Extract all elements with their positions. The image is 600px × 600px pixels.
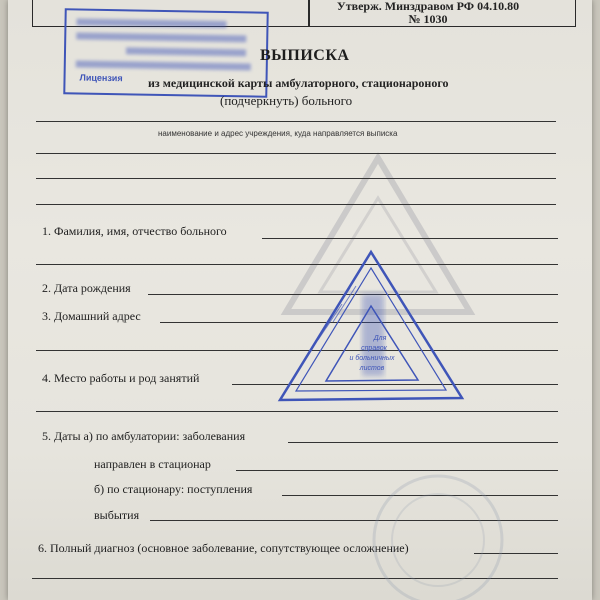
stamp-blurred-line [76, 60, 251, 70]
field-workplace-line-2[interactable] [36, 411, 558, 412]
document-paper [8, 0, 592, 600]
field-birth-date-label: 2. Дата рождения [42, 281, 131, 295]
institution-caption: наименование и адрес учреждения, куда направляется выписка [158, 129, 398, 138]
document-subtitle: из медицинской карты амбулаторного, стационароного [148, 76, 449, 90]
institution-line [36, 178, 556, 179]
triangle-stamp-text: и больничных [349, 355, 395, 362]
stamp-blurred-line [76, 32, 246, 42]
approval-line-1: Утверж. Минздравом РФ 04.10.80 [336, 0, 520, 13]
field-discharge-label: выбытия [94, 508, 140, 522]
field-referred-label: направлен в стационар [94, 457, 211, 471]
field-dates-outpatient-line[interactable] [288, 442, 558, 443]
institution-line [36, 204, 556, 205]
document-subtitle-note: (подчеркнуть) больного [220, 93, 353, 108]
field-workplace-label: 4. Место работы и род занятий [42, 371, 200, 385]
stamp-license-label: Лицензия [79, 72, 123, 84]
institution-line [36, 153, 556, 154]
field-dates-outpatient-label: 5. Даты а) по амбулатории: заболевания [42, 429, 246, 443]
document-title: ВЫПИСКА [260, 47, 350, 64]
stamp-blurred-line [76, 18, 226, 28]
stamp-blurred-line [126, 47, 246, 56]
field-admission-label: б) по стационару: поступления [94, 482, 253, 496]
institution-line [36, 121, 556, 122]
approval-note [303, 0, 553, 26]
faint-round-stamp [368, 470, 508, 600]
field-patient-name-label: 1. Фамилия, имя, отчество больного [42, 224, 227, 238]
triangle-stamp-text: листов [359, 365, 385, 372]
field-patient-name-line[interactable] [262, 238, 558, 239]
triangle-stamp-text: справок [361, 345, 387, 352]
field-diagnosis-label: 6. Полный диагноз (основное заболевание, сопутствующее осложнение) [38, 541, 409, 555]
field-home-address-label: 3. Домашний адрес [42, 309, 141, 323]
triangle-stamp-text: Для [373, 335, 387, 342]
triangle-stamp [270, 248, 470, 408]
approval-line-2: № 1030 [408, 12, 448, 26]
